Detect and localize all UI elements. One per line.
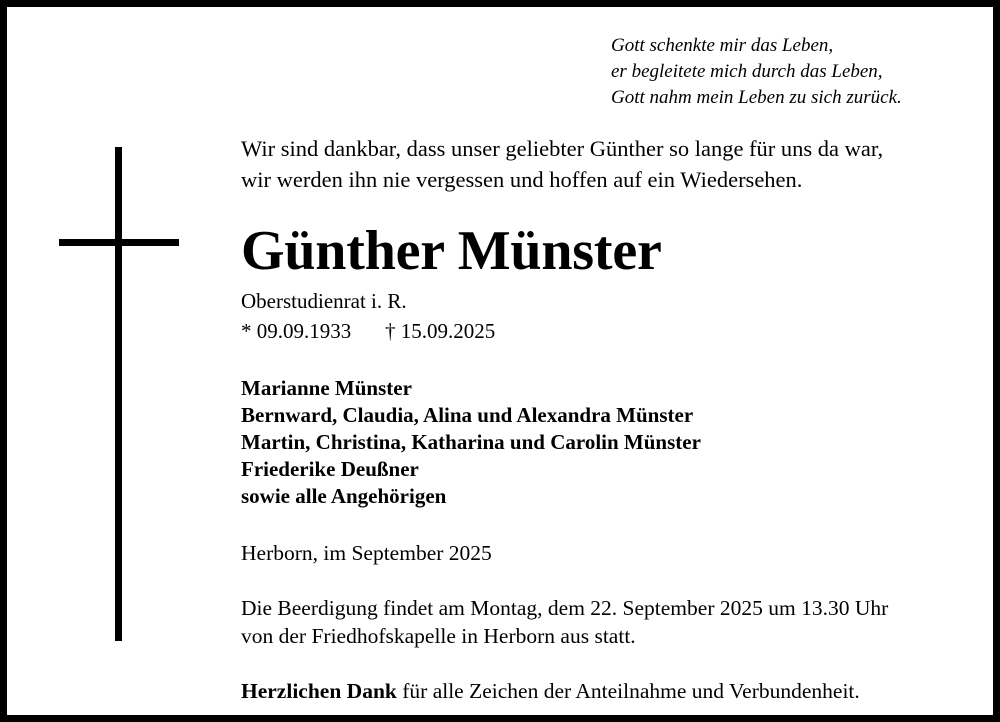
cross-horizontal-bar [59,239,179,246]
deceased-name: Günther Münster [241,220,662,282]
thanks-line [241,679,860,704]
birth-date: * 09.09.1933 [241,319,352,343]
motto-line-2: er begleitete mich durch das Leben, [611,61,883,82]
intro-line-2: wir werden ihn nie vergessen und hoffen auf ein Wiedersehen. [241,167,803,192]
place-date: Herborn, im September 2025 [241,541,492,565]
family-line-3: Martin, Christina, Katharina und Carolin Münster [241,430,701,454]
motto-line-3: Gott nahm mein Leben zu sich zurück. [611,87,902,108]
family-line-2: Bernward, Claudia, Alina und Alexandra Münster [241,403,694,427]
family-line-1: Marianne Münster [241,376,412,400]
deceased-title: Oberstudienrat i. R. [241,289,407,313]
motto-line-1: Gott schenkte mir das Leben, [611,35,834,56]
family-line-5: sowie alle Angehörigen [241,484,447,508]
cross-vertical-bar [115,147,122,641]
thanks-bold: Herzlichen Dank [241,679,397,703]
intro-line-1: Wir sind dankbar, dass unser geliebter Günther so lange für uns da war, [241,136,884,161]
death-date: † 15.09.2025 [385,319,496,343]
family-line-4: Friederike Deußner [241,457,419,481]
funeral-line-1: Die Beerdigung findet am Montag, dem 22. September 2025 um 13.30 Uhr [241,596,889,620]
thanks-rest: für alle Zeichen der Anteilnahme und Verbundenheit. [396,679,860,703]
funeral-line-2: von der Friedhofskapelle in Herborn aus statt. [241,624,636,648]
